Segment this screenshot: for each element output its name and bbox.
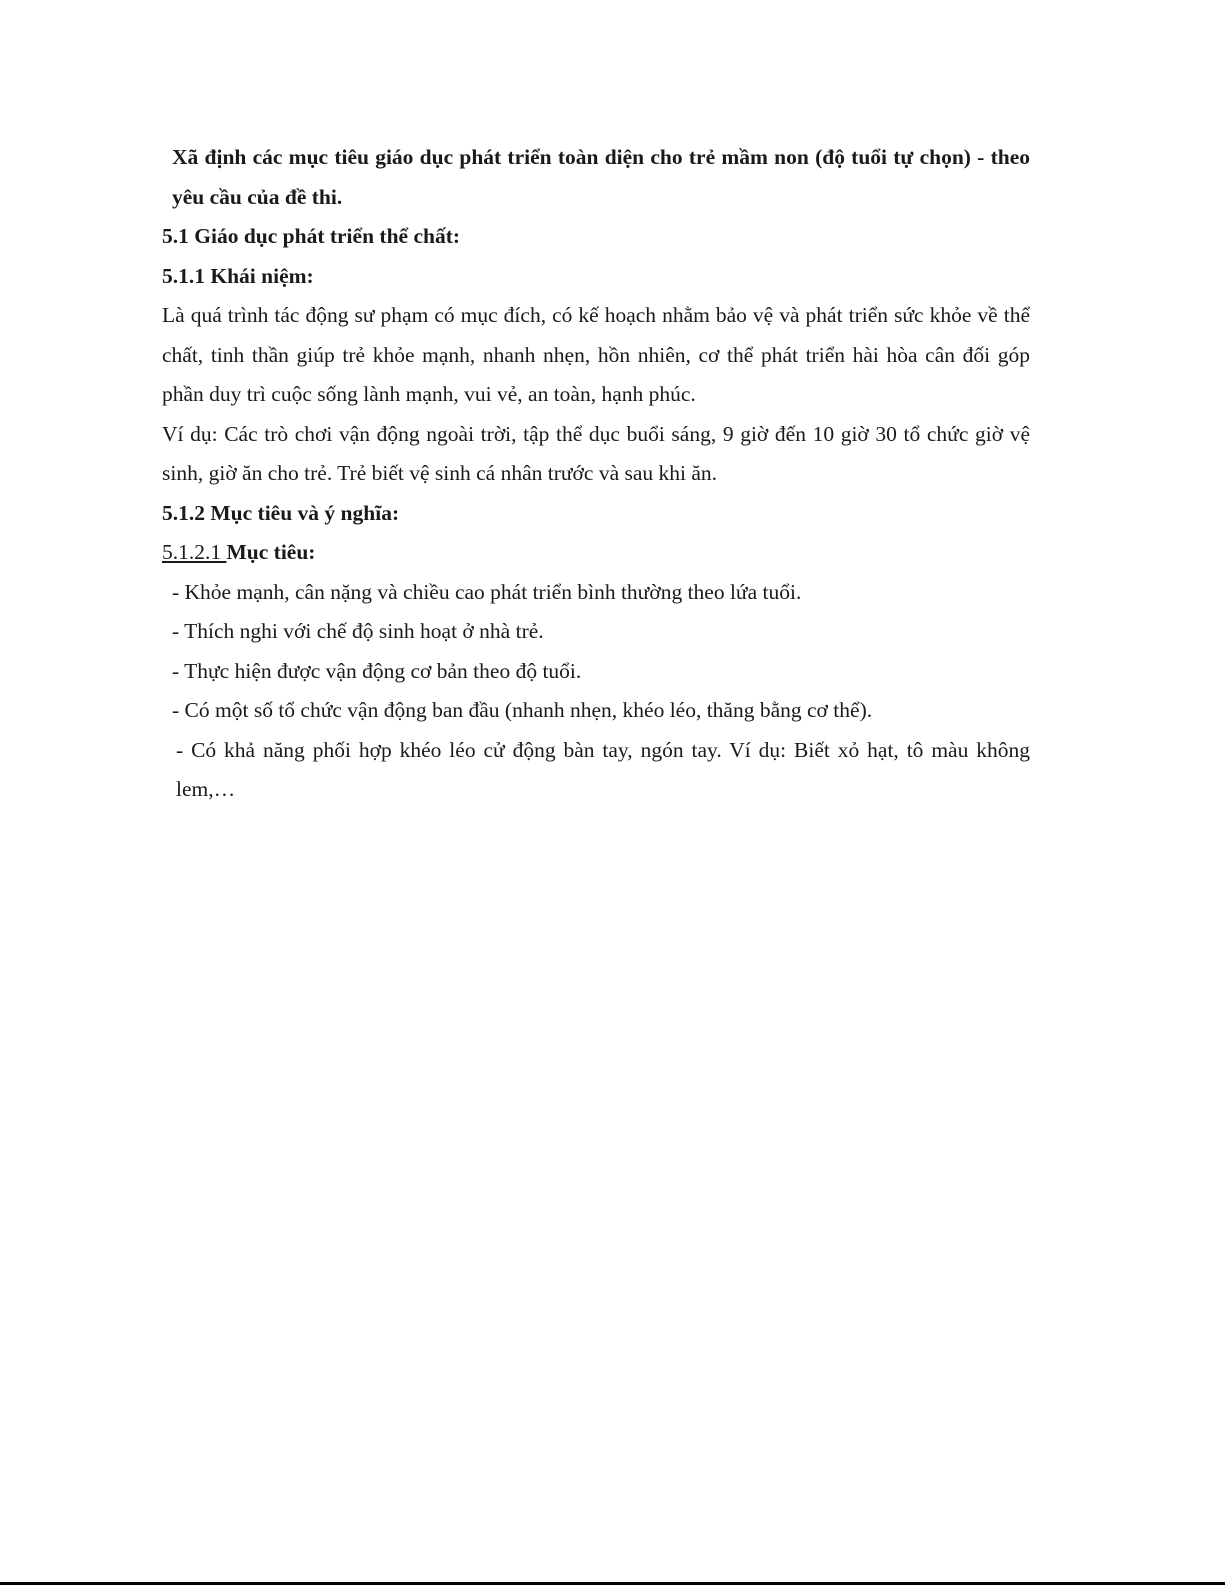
- section-heading-5-1-2: 5.1.2 Mục tiêu và ý nghĩa:: [162, 500, 400, 525]
- goal-item: - Khỏe mạnh, cân nặng và chiều cao phát triển bình thường theo lứa tuổi.: [172, 579, 802, 604]
- section-heading-5-1: 5.1 Giáo dục phát triển thể chất:: [162, 224, 461, 248]
- section-number-5-1-2-1: 5.1.2.1: [162, 540, 227, 564]
- intro-heading: Xã định các mục tiêu giáo dục phát triển toàn diện cho trẻ mầm non (độ tuổi tự chọn) - theo yêu cầu của đề thi.: [172, 145, 1030, 209]
- example-paragraph: Ví dụ: Các trò chơi vận động ngoài trời, tập thể dục buổi sáng, 9 giờ đến 10 giờ 30 tổ chức giờ vệ sinh, giờ ăn cho trẻ. Trẻ biết vệ sinh cá nhân trước và sau khi ăn.: [162, 421, 1030, 485]
- section-heading-5-1-2-1: [162, 533, 1030, 573]
- section-title-5-1-2-1: Mục tiêu:: [226, 540, 316, 564]
- goal-item: - Thích nghi với chế độ sinh hoạt ở nhà trẻ.: [172, 619, 544, 643]
- document-body: [162, 138, 1030, 810]
- goal-item: - Có một số tổ chức vận động ban đầu (nhanh nhẹn, khéo léo, thăng bằng cơ thể).: [172, 698, 873, 722]
- section-heading-5-1-1: 5.1.1 Khái niệm:: [162, 263, 314, 288]
- goal-item: - Có khả năng phối hợp khéo léo cử động bàn tay, ngón tay. Ví dụ: Biết xỏ hạt, tô màu không lem,…: [176, 737, 1030, 801]
- concept-paragraph: Là quá trình tác động sư phạm có mục đích, có kế hoạch nhằm bảo vệ và phát triển sức khỏe về thể chất, tinh thần giúp trẻ khỏe mạnh, nhanh nhẹn, hồn nhiên, cơ thể phát triển hài hòa cân đối góp phần duy trì cuộc sống lành mạnh, vui vẻ, an toàn, hạnh phúc.: [162, 303, 1030, 406]
- goal-item: - Thực hiện được vận động cơ bản theo độ tuổi.: [172, 658, 582, 683]
